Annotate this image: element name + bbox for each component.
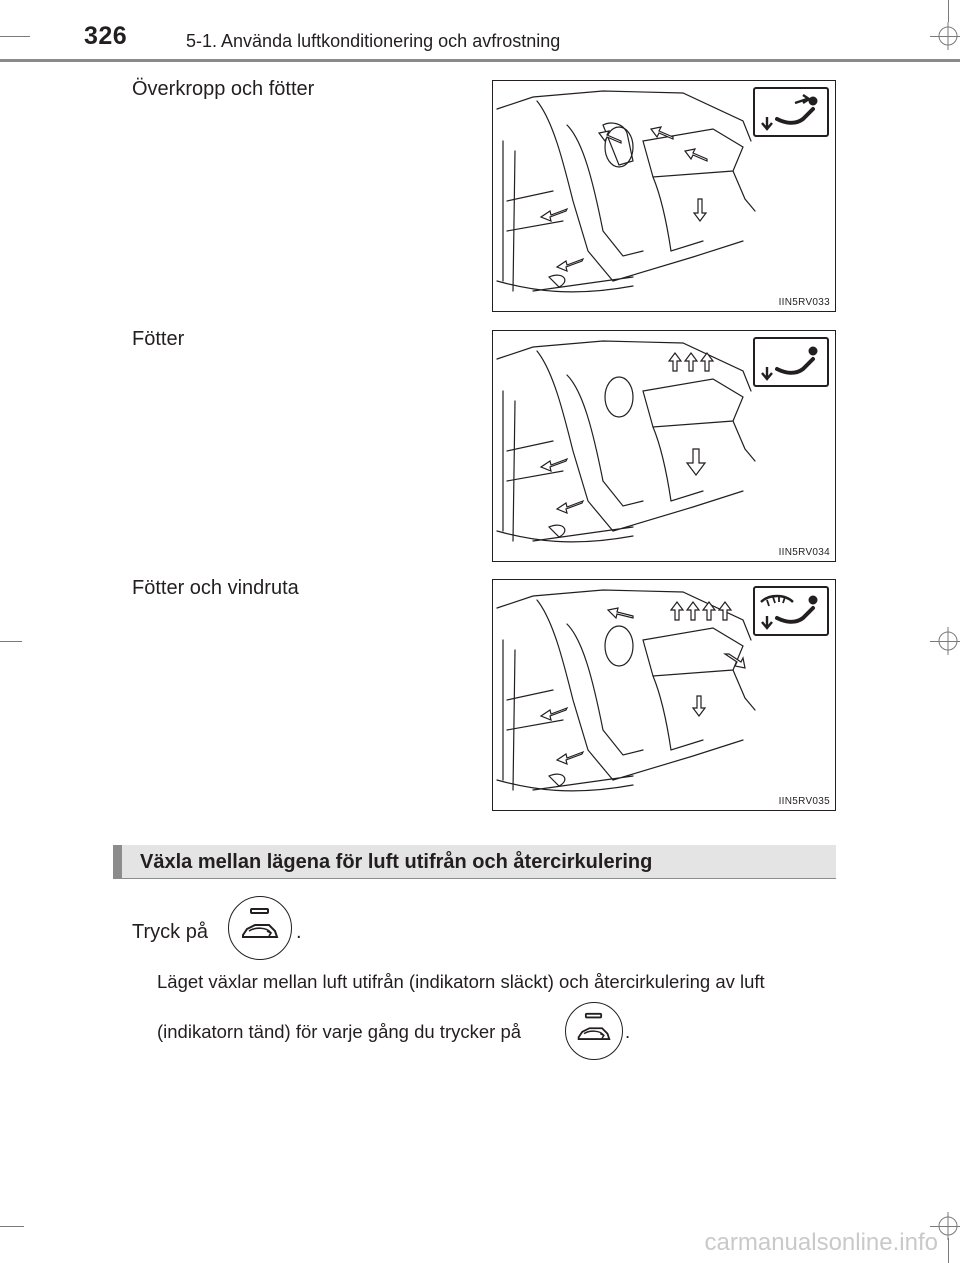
mode-label-feet: Fötter (132, 328, 185, 350)
description-line-2-suffix: . (625, 1021, 631, 1042)
crop-mark (948, 0, 949, 22)
press-instruction-suffix: . (296, 921, 302, 943)
header-rule (0, 59, 960, 62)
figure-code: IIN5RV035 (778, 796, 830, 807)
feet-airflow-icon (753, 337, 829, 387)
figure-code: IIN5RV034 (778, 547, 830, 558)
recirculation-button-icon (228, 896, 292, 960)
figure-upper-body-feet (492, 80, 836, 312)
press-instruction-prefix: Tryck på (132, 921, 208, 943)
figure-feet-windshield (492, 579, 836, 811)
section-title: Växla mellan lägena för luft utifrån och återcirkulering (140, 851, 653, 873)
chapter-title: 5-1. Använda luftkonditionering och avfrostning (186, 31, 561, 51)
crop-mark (0, 1226, 24, 1227)
feet-and-windshield-airflow-icon (753, 586, 829, 636)
section-heading (113, 845, 836, 879)
mode-label-feet-windshield: Fötter och vindruta (132, 577, 299, 599)
mode-label-upper-body-feet: Överkropp och fötter (132, 78, 315, 100)
description-line-2: (indikatorn tänd) för varje gång du trycker på (157, 1021, 522, 1042)
page-number: 326 (84, 22, 128, 50)
face-and-feet-airflow-icon (753, 87, 829, 137)
crop-mark (0, 641, 22, 642)
figure-feet (492, 330, 836, 562)
recirculation-button-icon (565, 1002, 623, 1060)
registration-mark (934, 627, 960, 655)
description-line-1: Läget växlar mellan luft utifrån (indikatorn släckt) och återcirkulering av luft (157, 971, 765, 992)
crop-mark (0, 36, 30, 37)
crop-mark (948, 1238, 949, 1263)
figure-code: IIN5RV033 (778, 297, 830, 308)
registration-mark (934, 22, 960, 50)
watermark: carmanualsonline.info (704, 1229, 938, 1256)
